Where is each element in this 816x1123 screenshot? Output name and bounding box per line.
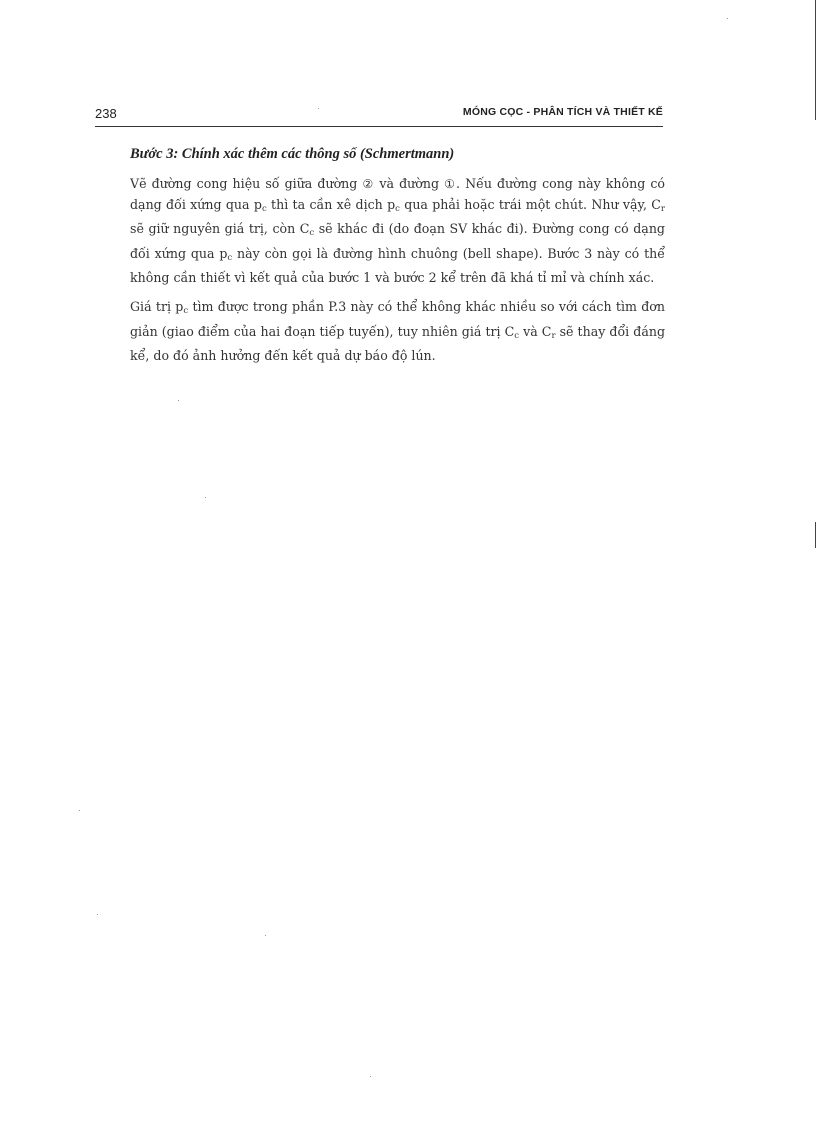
subscript: c <box>227 252 233 263</box>
text-run: Giá trị p <box>130 298 184 314</box>
text-run: và C <box>519 323 552 339</box>
page-body <box>130 146 665 375</box>
section-heading: Bước 3: Chính xác thêm các thông số (Schmertmann) <box>130 146 455 162</box>
circled-number-2: ② <box>362 177 375 191</box>
scan-speck <box>97 914 98 915</box>
text-run: sẽ khác đi (do đoạn SV khác đi). Đường cong có dạng đối xứng qua p <box>130 221 665 261</box>
text-run: . Nếu đường cong này không có dạng đối xứng qua p <box>130 176 666 212</box>
scan-speck <box>79 810 80 811</box>
scan-speck <box>727 18 728 19</box>
subscript: c <box>395 203 400 214</box>
subscript: r <box>551 330 556 341</box>
text-run: qua phải hoặc trái một chút. Như vậy, C <box>399 196 661 212</box>
circled-number-1: ① <box>444 177 456 191</box>
subscript: c <box>261 203 267 214</box>
text-run: sẽ thay đổi đáng kể, do đó ảnh hưởng đến kết quả dự báo độ lún. <box>130 323 666 364</box>
page-header <box>95 104 663 127</box>
text-run: thì ta cần xê dịch p <box>266 196 396 212</box>
text-run: này còn gọi là đường hình chuông (bell shape). Bước 3 này có thể không cần thiết vì kết quả của bước 1 và bước 2 kể trên đã khá tỉ mỉ và chính xác. <box>130 245 665 286</box>
subscript: c <box>309 228 315 239</box>
paragraph-1 <box>130 174 665 289</box>
subscript: c <box>514 330 520 341</box>
scan-speck <box>178 400 179 401</box>
scan-speck <box>318 108 319 109</box>
scan-speck <box>265 935 266 936</box>
paragraph-2 <box>130 297 665 367</box>
page-number: 238 <box>95 106 117 121</box>
scan-speck <box>370 1076 371 1077</box>
text-run: tìm được trong phần P.3 này có thể không khác nhiều so với cách tìm đơn giản (giao điểm của hai đoạn tiếp tuyến), tuy nhiên giá trị C <box>130 298 665 339</box>
text-run: sẽ giữ nguyên giá trị, còn C <box>130 221 310 237</box>
subscript: r <box>660 203 665 214</box>
running-title: MÓNG CỌC - PHÂN TÍCH VÀ THIẾT KẾ <box>462 106 663 118</box>
text-run: Vẽ đường cong hiệu số giữa đường <box>130 176 363 191</box>
text-run: và đường <box>374 176 445 191</box>
scan-speck <box>205 497 206 498</box>
subscript: c <box>183 305 189 316</box>
